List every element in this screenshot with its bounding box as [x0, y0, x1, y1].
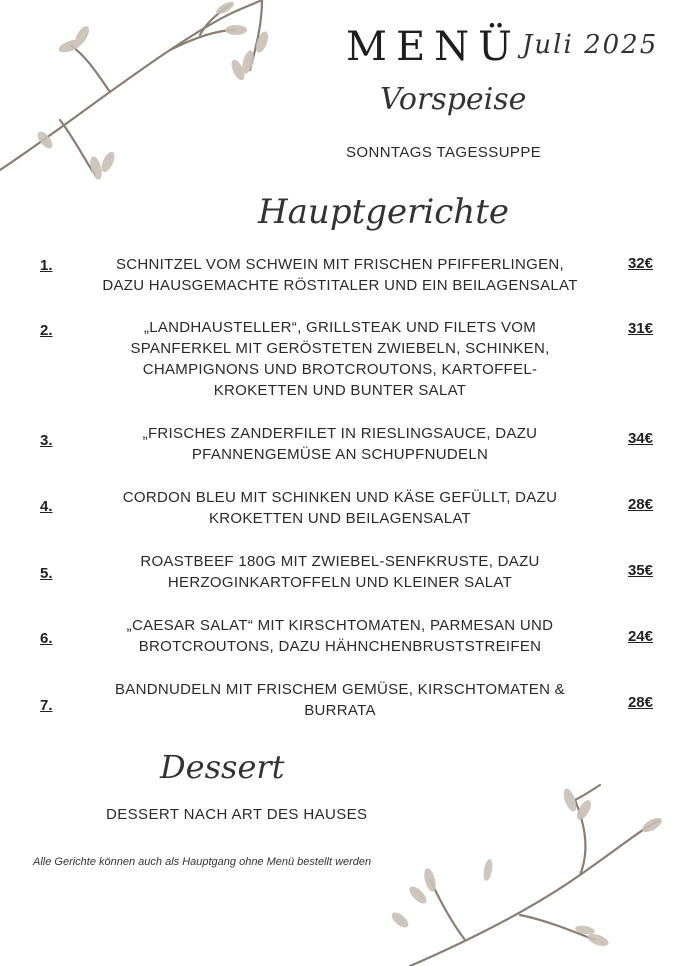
- dish-description: [90, 423, 590, 465]
- dish-description: [90, 254, 590, 296]
- dish-number: 1.: [40, 257, 53, 274]
- dish-line: CORDON BLEU MIT SCHINKEN UND KÄSE GEFÜLLT, DAZU: [122, 489, 558, 506]
- dish-number: 7.: [40, 697, 53, 714]
- dish-number: 3.: [40, 432, 53, 449]
- dessert-item: DESSERT NACH ART DES HAUSES: [106, 806, 368, 823]
- dish-description: [90, 551, 590, 593]
- dish-line: ROASTBEEF 180G MIT ZWIEBEL-SENFKRUSTE, DAZU: [140, 553, 540, 570]
- dish-price: 34€: [627, 430, 653, 447]
- dish-line: BROTCROUTONS, DAZU HÄHNCHENBRUSTSTREIFEN: [138, 638, 542, 655]
- dish-line: „FRISCHES ZANDERFILET IN RIESLINGSAUCE, DAZU: [142, 425, 538, 442]
- dish-line: „CAESAR SALAT“ MIT KIRSCHTOMATEN, PARMESAN UND: [126, 617, 554, 634]
- section-heading-dessert: Dessert: [160, 748, 285, 786]
- starter-item: SONNTAGS TAGESSUPPE: [346, 144, 542, 161]
- willow-branch-icon: [370, 780, 670, 966]
- dish-description: [90, 615, 590, 657]
- dish-number: 2.: [40, 322, 53, 339]
- dish-number: 6.: [40, 630, 53, 647]
- dish-price: 28€: [627, 496, 653, 513]
- dish-price: 35€: [627, 562, 653, 579]
- dish-line: PFANNENGEMÜSE AN SCHUPFNUDELN: [191, 446, 489, 463]
- dish-line: „LANDHAUSTELLER“, GRILLSTEAK UND FILETS VOM: [143, 319, 537, 336]
- willow-branch-icon: [0, 0, 290, 190]
- dish-line: SPANFERKEL MIT GERÖSTETEN ZWIEBELN, SCHINKEN,: [130, 340, 550, 357]
- dish-line: SCHNITZEL VOM SCHWEIN MIT FRISCHEN PFIFFERLINGEN,: [115, 256, 565, 273]
- dish-line: BANDNUDELN MIT FRISCHEM GEMÜSE, KIRSCHTOMATEN &: [115, 681, 565, 698]
- section-heading-starter: Vorspeise: [380, 82, 527, 117]
- footer-note: Alle Gerichte können auch als Hauptgang ohne Menü bestellt werden: [33, 856, 372, 868]
- section-heading-main: Hauptgerichte: [258, 192, 509, 232]
- dish-price: 31€: [627, 320, 653, 337]
- page-title: MENÜ: [346, 24, 521, 70]
- dish-line: KROKETTEN UND BUNTER SALAT: [213, 382, 467, 399]
- dish-line: KROKETTEN UND BEILAGENSALAT: [208, 510, 472, 527]
- dish-line: DAZU HAUSGEMACHTE RÖSTITALER UND EIN BEILAGENSALAT: [102, 277, 578, 294]
- dish-description: [90, 317, 590, 401]
- dish-line: CHAMPIGNONS UND BROTCROUTONS, KARTOFFEL-: [142, 361, 538, 378]
- dish-number: 4.: [40, 498, 53, 515]
- dish-price: 24€: [627, 628, 653, 645]
- dish-number: 5.: [40, 565, 53, 582]
- dish-line: HERZOGINKARTOFFELN UND KLEINER SALAT: [167, 574, 513, 591]
- dish-price: 28€: [627, 694, 653, 711]
- dish-price: 32€: [627, 255, 653, 272]
- dish-description: [90, 487, 590, 529]
- dish-line: BURRATA: [304, 702, 376, 719]
- dish-description: [90, 679, 590, 721]
- menu-date: Juli 2025: [522, 30, 659, 60]
